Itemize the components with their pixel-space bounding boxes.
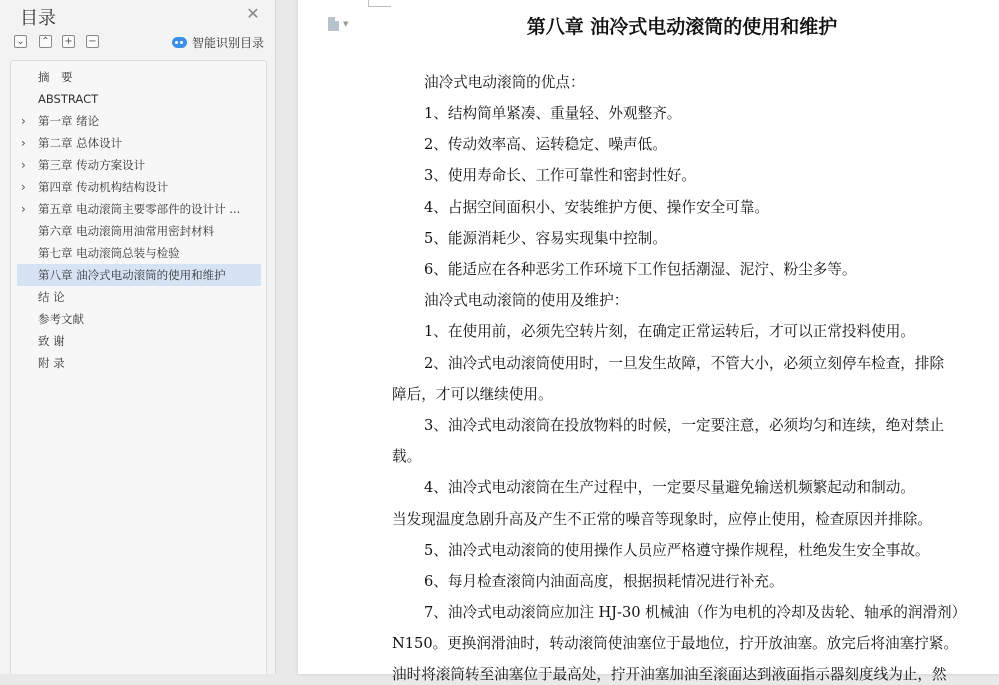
- chevron-right-icon[interactable]: ›: [21, 158, 26, 172]
- paragraph-line: 当发现温度急剧升高及产生不正常的噪音等现象时，应停止使用，检查原因并排除。: [392, 511, 932, 528]
- add-icon[interactable]: +: [62, 35, 75, 48]
- smart-recognize-label: 智能识别目录: [192, 35, 265, 50]
- toc-item[interactable]: [17, 110, 261, 132]
- smart-recognize-icon: [172, 37, 187, 48]
- paragraph-line: 2、传动效率高、运转稳定、噪声低。: [424, 136, 667, 153]
- toc-item-label: 第一章 绪论: [38, 114, 100, 128]
- chevron-down-icon[interactable]: ▼: [343, 20, 349, 28]
- paragraph-line: 5、能源消耗少、容易实现集中控制。: [424, 230, 667, 247]
- paragraph-line: 油冷式电动滚筒的使用及维护：: [424, 292, 629, 309]
- paragraph-line: 油冷式电动滚筒的优点：: [424, 74, 585, 91]
- paragraph-line: 1、在使用前，必须先空转片刻，在确定正常运转后，才可以正常投料使用。: [424, 323, 915, 340]
- toc-panel: [10, 60, 267, 674]
- paragraph-line: 4、油冷式电动滚筒在生产过程中，一定要尽量避免输送机频繁起动和制动。: [424, 479, 915, 496]
- toc-item[interactable]: [17, 264, 261, 286]
- toc-item[interactable]: [17, 220, 261, 242]
- expand-all-icon[interactable]: ⌄: [14, 35, 27, 48]
- toc-item[interactable]: [17, 88, 261, 110]
- toc-item-label: 第三章 传动方案设计: [38, 158, 146, 172]
- toc-sidebar: [0, 0, 276, 674]
- paragraph-line: 1、结构简单紧凑、重量轻、外观整齐。: [424, 105, 682, 122]
- paragraph-line: 3、油冷式电动滚筒在投放物料的时候，一定要注意，必须均匀和连续，绝对禁止: [424, 417, 945, 434]
- chevron-right-icon[interactable]: ›: [21, 114, 26, 128]
- chapter-title: 第八章 油冷式电动滚筒的使用和维护: [526, 16, 838, 38]
- paragraph-line: 5、油冷式电动滚筒的使用操作人员应严格遵守操作规程，杜绝发生安全事故。: [424, 542, 930, 559]
- toc-item[interactable]: [17, 242, 261, 264]
- toc-item[interactable]: [17, 330, 261, 352]
- paragraph-line: 油时将滚筒转至油塞位于最高处，拧开油塞加油至滚面达到液面指示器刻度线为止，然: [392, 666, 947, 683]
- toc-item-label: 附 录: [38, 356, 65, 370]
- toc-item-label: 参考文献: [38, 312, 84, 326]
- paragraph-line: 3、使用寿命长、工作可靠性和密封性好。: [424, 167, 696, 184]
- toc-item-label: ABSTRACT: [38, 92, 99, 106]
- remove-icon[interactable]: −: [86, 35, 99, 48]
- toc-item-label: 第四章 传动机构结构设计: [38, 180, 169, 194]
- toc-item-label: 第六章 电动滚筒用油常用密封材料: [38, 224, 215, 238]
- paragraph-line: 4、占据空间面积小、安装维护方便、操作安全可靠。: [424, 199, 769, 216]
- sidebar-title: 目录: [20, 8, 56, 29]
- toc-item[interactable]: [17, 132, 261, 154]
- chevron-right-icon[interactable]: ›: [21, 202, 26, 216]
- toc-item-label: 第五章 电动滚筒主要零部件的设计计 ...: [38, 202, 241, 216]
- toc-item[interactable]: [17, 198, 261, 220]
- toc-item[interactable]: [17, 154, 261, 176]
- toc-list: [17, 66, 261, 374]
- page-corner-marker: [368, 0, 391, 7]
- toc-item-label: 第七章 电动滚筒总装与检验: [38, 246, 180, 260]
- toc-item-label: 致 谢: [38, 334, 65, 348]
- smart-recognize-button[interactable]: [172, 34, 264, 50]
- toc-item[interactable]: [17, 66, 261, 88]
- toc-item-label: 摘 要: [38, 70, 73, 84]
- chevron-right-icon[interactable]: ›: [21, 136, 26, 150]
- toc-item[interactable]: [17, 286, 261, 308]
- toc-item-label: 第八章 油冷式电动滚筒的使用和维护: [38, 268, 226, 282]
- paragraph-line: 6、每月检查滚筒内油面高度，根据损耗情况进行补充。: [424, 573, 784, 590]
- toc-item[interactable]: [17, 352, 261, 374]
- document-icon[interactable]: [328, 17, 339, 31]
- paragraph-line: 7、油冷式电动滚筒应加注 HJ-30 机械油（作为电机的冷却及齿轮、轴承的润滑剂）: [424, 604, 967, 621]
- document-page: [298, 0, 999, 683]
- toc-item-label: 第二章 总体设计: [38, 136, 123, 150]
- toc-item[interactable]: [17, 308, 261, 330]
- toc-item[interactable]: [17, 176, 261, 198]
- chevron-right-icon[interactable]: ›: [21, 180, 26, 194]
- paragraph-line: 障后，才可以继续使用。: [392, 386, 553, 403]
- close-icon[interactable]: ✕: [246, 4, 260, 23]
- paragraph-line: 载。: [392, 448, 422, 465]
- toc-item-label: 结 论: [38, 290, 65, 304]
- paragraph-line: N150。更换润滑油时，转动滚筒使油塞位于最地位，拧开放油塞。放完后将油塞拧紧。: [392, 635, 959, 652]
- document-workspace: [276, 0, 999, 683]
- paragraph-line: 2、油冷式电动滚筒使用时，一旦发生故障，不管大小，必须立刻停车检查，排除: [424, 355, 945, 372]
- paragraph-line: 6、能适应在各种恶劣工作环境下工作包括潮湿、泥泞、粉尘多等。: [424, 261, 857, 278]
- collapse-all-icon[interactable]: ⌃: [39, 35, 52, 48]
